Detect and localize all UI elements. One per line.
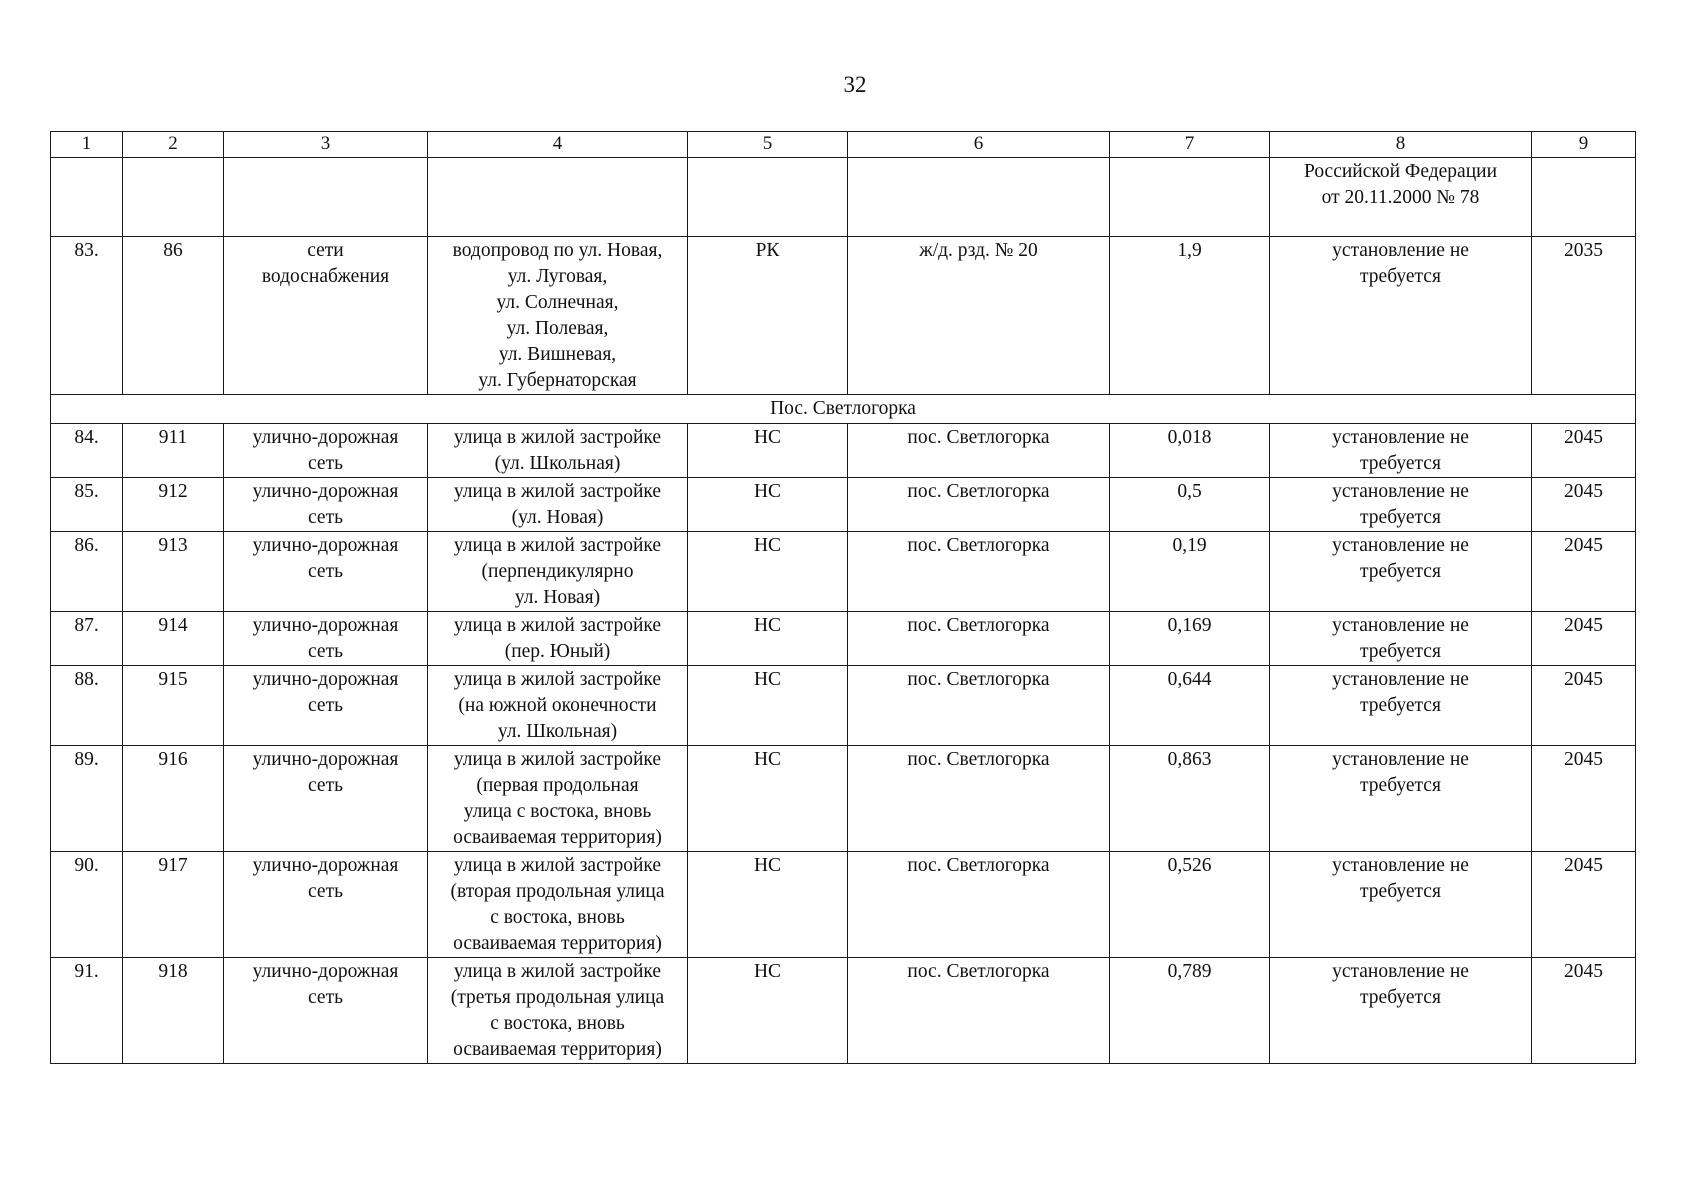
year-cell: 2045 (1532, 746, 1636, 852)
object-type-cell: улично-дорожная сеть (224, 612, 428, 666)
object-id-cell: 86 (123, 237, 224, 395)
location-cell: пос. Светлогорка (848, 852, 1110, 958)
value-cell: 0,526 (1110, 852, 1270, 958)
registry-table (50, 131, 1636, 1064)
location-cell: пос. Светлогорка (848, 424, 1110, 478)
table-cell (848, 158, 1110, 237)
continuation-row (51, 158, 1636, 237)
zone-cell: установление не требуется (1270, 532, 1532, 612)
table-row (51, 532, 1636, 612)
page-number: 32 (843, 72, 867, 97)
column-number-header: 5 (688, 132, 848, 158)
table-row (51, 958, 1636, 1064)
year-cell: 2045 (1532, 424, 1636, 478)
object-id-cell: 914 (123, 612, 224, 666)
row-number-cell: 90. (51, 852, 123, 958)
row-number-cell: 87. (51, 612, 123, 666)
zone-cell: установление не требуется (1270, 478, 1532, 532)
significance-cell: НС (688, 746, 848, 852)
value-cell: 0,19 (1110, 532, 1270, 612)
zone-cell: установление не требуется (1270, 612, 1532, 666)
object-type-cell: улично-дорожная сеть (224, 746, 428, 852)
table-cell: Российской Федерации от 20.11.2000 № 78 (1270, 158, 1532, 237)
column-number-header: 9 (1532, 132, 1636, 158)
row-number-cell: 84. (51, 424, 123, 478)
zone-cell: установление не требуется (1270, 852, 1532, 958)
table-cell (123, 158, 224, 237)
object-type-cell: улично-дорожная сеть (224, 666, 428, 746)
significance-cell: НС (688, 532, 848, 612)
row-number-cell: 85. (51, 478, 123, 532)
row-number-cell: 88. (51, 666, 123, 746)
column-number-header-row (51, 132, 1636, 158)
year-cell: 2045 (1532, 478, 1636, 532)
year-cell: 2045 (1532, 666, 1636, 746)
row-number-cell: 89. (51, 746, 123, 852)
column-number-header: 3 (224, 132, 428, 158)
table-row (51, 746, 1636, 852)
object-description-cell: улица в жилой застройке (ул. Школьная) (428, 424, 688, 478)
location-cell: пос. Светлогорка (848, 666, 1110, 746)
location-cell: пос. Светлогорка (848, 532, 1110, 612)
object-id-cell: 918 (123, 958, 224, 1064)
location-cell: пос. Светлогорка (848, 746, 1110, 852)
location-cell: ж/д. рзд. № 20 (848, 237, 1110, 395)
object-type-cell: улично-дорожная сеть (224, 852, 428, 958)
value-cell: 0,018 (1110, 424, 1270, 478)
value-cell: 0,644 (1110, 666, 1270, 746)
value-cell: 0,863 (1110, 746, 1270, 852)
object-description-cell: водопровод по ул. Новая, ул. Луговая, ул. Солнечная, ул. Полевая, ул. Вишневая, ул. Губернаторская (428, 237, 688, 395)
year-cell: 2035 (1532, 237, 1636, 395)
table-row (51, 478, 1636, 532)
column-number-header: 6 (848, 132, 1110, 158)
table-cell (224, 158, 428, 237)
row-number-cell: 91. (51, 958, 123, 1064)
significance-cell: НС (688, 958, 848, 1064)
value-cell: 0,789 (1110, 958, 1270, 1064)
value-cell: 0,5 (1110, 478, 1270, 532)
significance-cell: НС (688, 852, 848, 958)
zone-cell: установление не требуется (1270, 958, 1532, 1064)
table-row (51, 852, 1636, 958)
object-id-cell: 912 (123, 478, 224, 532)
row-number-cell: 83. (51, 237, 123, 395)
object-description-cell: улица в жилой застройке (первая продольная улица с востока, вновь осваиваемая территория) (428, 746, 688, 852)
table-row (51, 612, 1636, 666)
row-number-cell: 86. (51, 532, 123, 612)
section-title: Пос. Светлогорка (51, 395, 1636, 424)
table-cell (1110, 158, 1270, 237)
year-cell: 2045 (1532, 532, 1636, 612)
significance-cell: РК (688, 237, 848, 395)
column-number-header: 4 (428, 132, 688, 158)
object-type-cell: улично-дорожная сеть (224, 958, 428, 1064)
year-cell: 2045 (1532, 958, 1636, 1064)
object-id-cell: 917 (123, 852, 224, 958)
value-cell: 1,9 (1110, 237, 1270, 395)
object-id-cell: 916 (123, 746, 224, 852)
object-description-cell: улица в жилой застройке (перпендикулярно ул. Новая) (428, 532, 688, 612)
zone-cell: установление не требуется (1270, 424, 1532, 478)
object-id-cell: 915 (123, 666, 224, 746)
year-cell: 2045 (1532, 852, 1636, 958)
section-row (51, 395, 1636, 424)
object-description-cell: улица в жилой застройке (на южной оконечности ул. Школьная) (428, 666, 688, 746)
zone-cell: установление не требуется (1270, 237, 1532, 395)
table-row (51, 424, 1636, 478)
location-cell: пос. Светлогорка (848, 612, 1110, 666)
object-description-cell: улица в жилой застройке (вторая продольная улица с востока, вновь осваиваемая территория) (428, 852, 688, 958)
significance-cell: НС (688, 424, 848, 478)
table-cell (51, 158, 123, 237)
object-id-cell: 911 (123, 424, 224, 478)
location-cell: пос. Светлогорка (848, 958, 1110, 1064)
object-type-cell: улично-дорожная сеть (224, 478, 428, 532)
object-description-cell: улица в жилой застройке (ул. Новая) (428, 478, 688, 532)
object-type-cell: улично-дорожная сеть (224, 532, 428, 612)
object-id-cell: 913 (123, 532, 224, 612)
table-row (51, 666, 1636, 746)
object-type-cell: улично-дорожная сеть (224, 424, 428, 478)
location-cell: пос. Светлогорка (848, 478, 1110, 532)
column-number-header: 7 (1110, 132, 1270, 158)
table-row (51, 237, 1636, 395)
zone-cell: установление не требуется (1270, 746, 1532, 852)
object-description-cell: улица в жилой застройке (третья продольная улица с востока, вновь осваиваемая территория) (428, 958, 688, 1064)
year-cell: 2045 (1532, 612, 1636, 666)
significance-cell: НС (688, 666, 848, 746)
column-number-header: 8 (1270, 132, 1532, 158)
column-number-header: 1 (51, 132, 123, 158)
table-cell (688, 158, 848, 237)
table-cell (1532, 158, 1636, 237)
object-type-cell: сети водоснабжения (224, 237, 428, 395)
table-cell (428, 158, 688, 237)
value-cell: 0,169 (1110, 612, 1270, 666)
zone-cell: установление не требуется (1270, 666, 1532, 746)
significance-cell: НС (688, 612, 848, 666)
column-number-header: 2 (123, 132, 224, 158)
significance-cell: НС (688, 478, 848, 532)
table-body (51, 132, 1636, 1064)
object-description-cell: улица в жилой застройке (пер. Юный) (428, 612, 688, 666)
